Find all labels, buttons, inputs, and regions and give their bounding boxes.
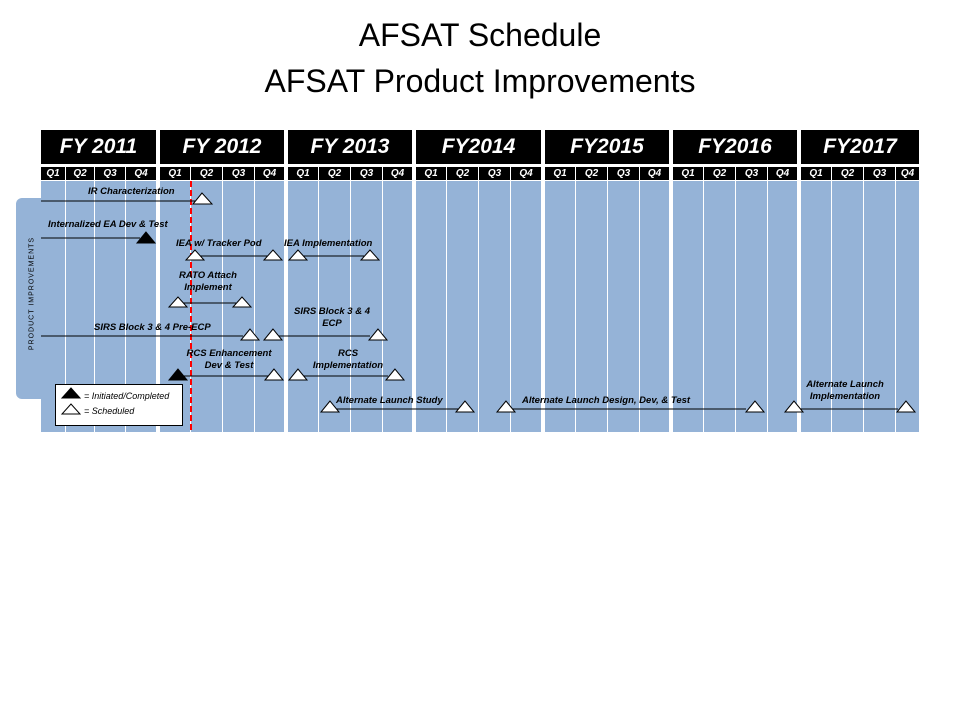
- q-header: Q3: [608, 167, 639, 180]
- q-header: Q4: [255, 167, 284, 180]
- q-header: Q2: [191, 167, 222, 180]
- task-label-alt-launch-design: Alternate Launch Design, Dev, & Test: [522, 395, 691, 406]
- legend-scheduled-icon: [62, 404, 80, 414]
- q-header: Q1: [801, 167, 831, 180]
- page-subtitle: AFSAT Product Improvements: [264, 63, 696, 99]
- milestone-scheduled: [361, 250, 379, 260]
- q-header: Q3: [223, 167, 254, 180]
- q-header: Q3: [351, 167, 382, 180]
- task-label-rcs-implementation: RCS Implementation: [312, 348, 384, 371]
- q-header: Q2: [319, 167, 350, 180]
- milestone-scheduled: [456, 401, 474, 412]
- milestone-scheduled: [289, 250, 307, 260]
- q-header: Q3: [736, 167, 767, 180]
- milestone-scheduled: [186, 250, 204, 260]
- fy-header-2016: FY2016: [673, 130, 797, 164]
- legend-scheduled-label: = Scheduled: [84, 406, 135, 416]
- milestone-scheduled: [369, 329, 387, 340]
- fy-header-2014: FY2014: [416, 130, 541, 164]
- q-header: Q3: [95, 167, 125, 180]
- milestone-scheduled: [746, 401, 764, 412]
- q-header: Q3: [479, 167, 510, 180]
- q-header: Q4: [511, 167, 541, 180]
- fy-header-2013: FY 2013: [288, 130, 412, 164]
- q-header: Q3: [864, 167, 895, 180]
- milestone-scheduled: [233, 297, 251, 307]
- task-label-sirs-ecp: SIRS Block 3 & 4 ECP: [293, 306, 371, 329]
- page-title: AFSAT Schedule: [358, 17, 602, 53]
- legend: [55, 384, 183, 426]
- task-label-iea-implementation: IEA Implementation: [284, 238, 373, 249]
- legend-initiated-label: = Initiated/Completed: [84, 391, 170, 401]
- q-header: Q2: [447, 167, 478, 180]
- task-label-ir-characterization: IR Characterization: [88, 186, 175, 197]
- task-label-sirs-pre-ecp: SIRS Block 3 & 4 Pre-ECP: [94, 322, 211, 333]
- milestone-scheduled: [264, 329, 282, 340]
- q-header: Q4: [383, 167, 412, 180]
- task-label-alt-launch-implementation: Alternate Launch Implementation: [806, 379, 884, 402]
- milestone-scheduled: [897, 401, 915, 412]
- q-header: Q4: [640, 167, 669, 180]
- q-header: Q2: [704, 167, 735, 180]
- milestone-scheduled: [241, 329, 259, 340]
- q-header: Q1: [545, 167, 575, 180]
- q-header: Q1: [416, 167, 446, 180]
- fy-header-2011: FY 2011: [41, 130, 156, 164]
- task-label-internalized-ea: Internalized EA Dev & Test: [48, 219, 168, 230]
- legend-icons: [56, 385, 86, 425]
- task-label-rato-attach: RATO Attach Implement: [179, 270, 237, 293]
- q-header: Q1: [41, 167, 65, 180]
- q-header: Q1: [288, 167, 318, 180]
- q-header: Q4: [126, 167, 156, 180]
- side-label: PRODUCT IMPROVEMENTS: [28, 236, 36, 351]
- fy-header-2017: FY2017: [801, 130, 919, 164]
- fy-header-2015: FY2015: [545, 130, 669, 164]
- q-header: Q4: [768, 167, 797, 180]
- milestone-scheduled: [169, 297, 187, 307]
- q-header: Q4: [896, 167, 919, 180]
- legend-completed-icon: [62, 388, 80, 398]
- task-label-alt-launch-study: Alternate Launch Study: [336, 395, 443, 406]
- q-header: Q2: [66, 167, 94, 180]
- q-header: Q2: [832, 167, 863, 180]
- task-label-iea-tracker-pod: IEA w/ Tracker Pod: [176, 238, 262, 249]
- milestone-scheduled: [497, 401, 515, 412]
- milestone-scheduled: [264, 250, 282, 260]
- fy-header-2012: FY 2012: [160, 130, 284, 164]
- q-header: Q2: [576, 167, 607, 180]
- q-header: Q1: [673, 167, 703, 180]
- q-header: Q1: [160, 167, 190, 180]
- task-label-rcs-enhancement: RCS Enhancement Dev & Test: [186, 348, 272, 371]
- milestone-scheduled: [193, 193, 212, 204]
